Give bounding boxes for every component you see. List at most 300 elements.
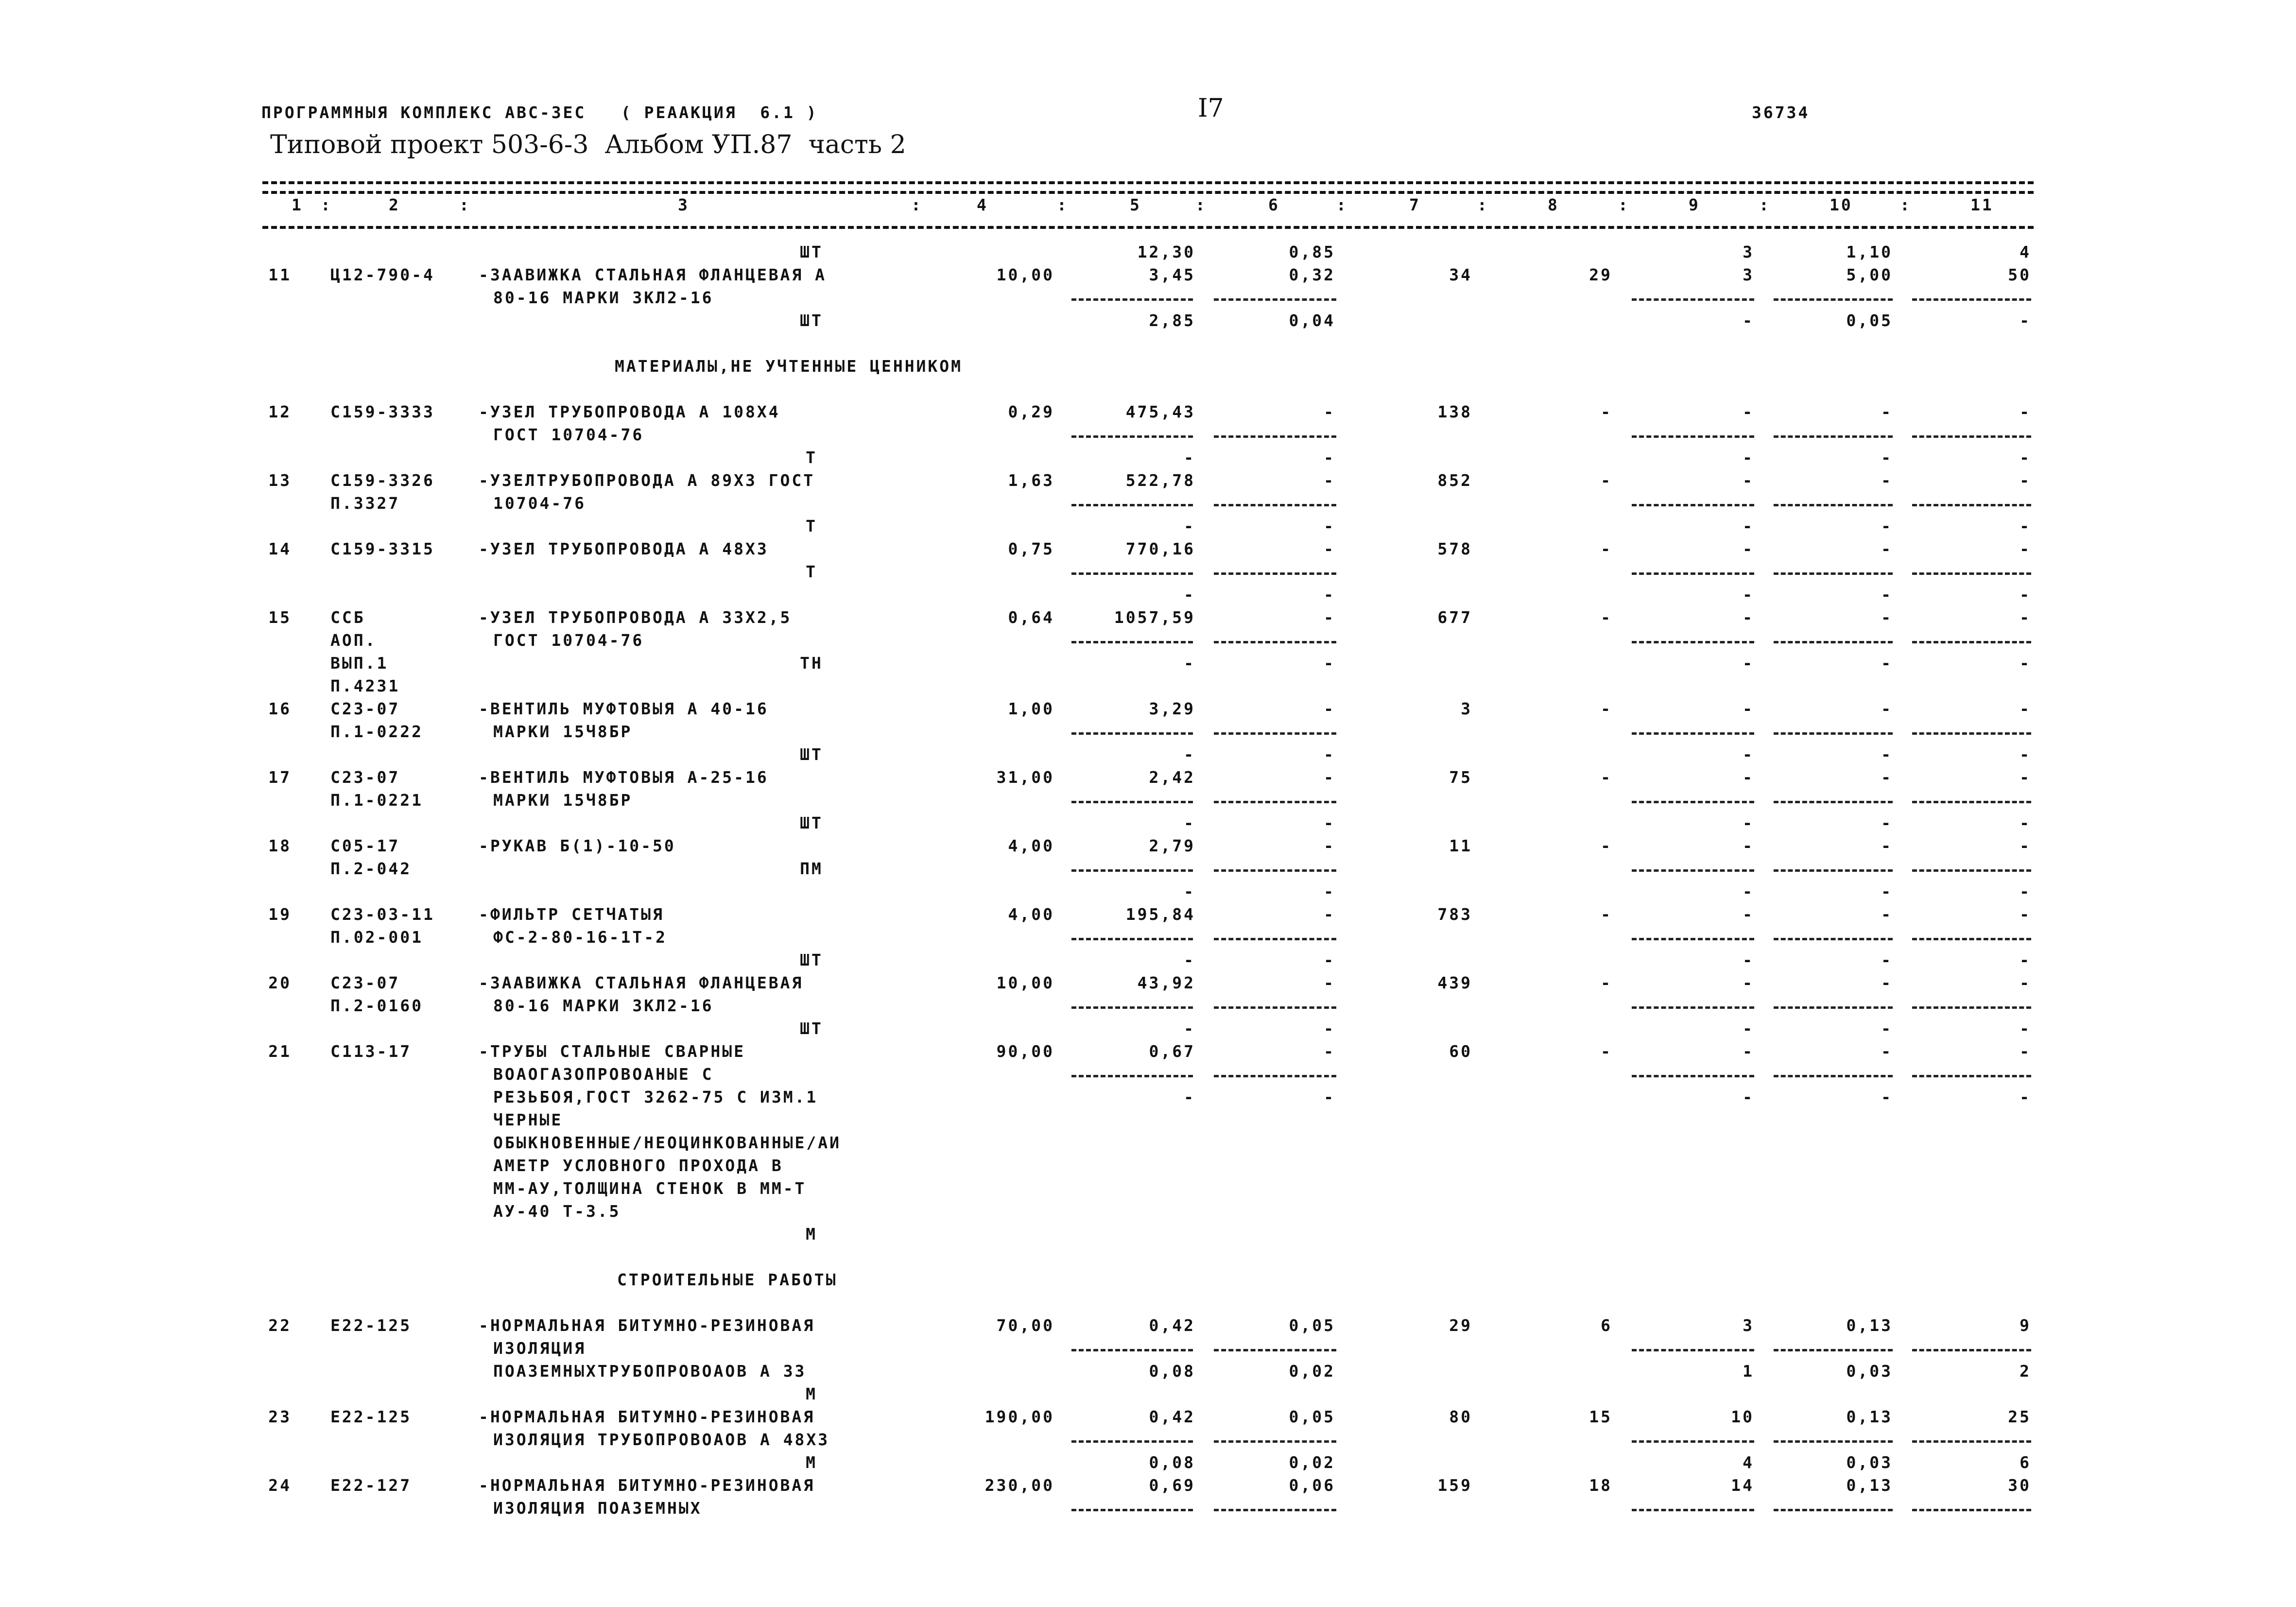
cell-c9: - [1743,882,1754,901]
cell-c5: - [1184,813,1195,832]
cell-c9: - [1743,745,1754,764]
cell-c7: 80 [1449,1407,1472,1426]
cell-c10: - [1881,1088,1893,1106]
column-header-7: 7 [1409,195,1421,214]
dashed-underline [1774,869,1893,872]
cell-desc: -ТРУБЫ СТАЛЬНЫЕ СВАРНЫЕ [479,1042,745,1061]
cell-desc2: РЕЗЬБОЯ,ГОСТ 3262-75 С ИЗМ.1 [493,1088,818,1106]
cell-c5: 0,42 [1149,1316,1195,1335]
dashed-underline [1214,504,1336,506]
cell-c5: 43,92 [1137,973,1195,992]
cell-code: Е22-125 [330,1316,412,1335]
column-separator: : [1195,195,1207,214]
column-header-3: 3 [678,195,690,214]
cell-c11: 50 [2008,265,2031,284]
cell-c7: 3 [1461,699,1472,718]
cell-c10: 0,03 [1846,1453,1893,1472]
cell-c9: - [1743,311,1754,330]
cell-c5: 770,16 [1125,539,1195,558]
cell-c4: 90,00 [996,1042,1054,1061]
cell-c11: - [2020,517,2031,536]
cell-c6: 0,05 [1289,1407,1335,1426]
cell-c7: 138 [1437,402,1472,421]
cell-c11: 9 [2020,1316,2031,1335]
dashed-underline [1912,1075,2031,1077]
header-bottom-rule [262,226,2034,229]
cell-desc2: ГОСТ 10704-76 [493,631,644,650]
cell-desc: -НОРМАЛЬНАЯ БИТУМНО-РЕЗИНОВАЯ [479,1476,815,1495]
dashed-underline [1912,1440,2031,1443]
cell-num: 12 [268,402,292,421]
dashed-underline [1774,1349,1893,1351]
column-header-8: 8 [1548,195,1559,214]
cell-c5: 522,78 [1125,471,1195,490]
cell-c6: 0,06 [1289,1476,1335,1495]
column-header-4: 4 [977,195,988,214]
dashed-underline [1912,641,2031,643]
project-title: Типовой проект 503-6-3 Альбом УП.87 часть 2 [270,130,906,159]
dashed-underline [1214,1509,1336,1511]
dashed-underline [1912,732,2031,735]
cell-c11: - [2020,585,2031,604]
cell-c4: 70,00 [996,1316,1054,1335]
cell-desc: -ЗААВИЖКА СТАЛЬНАЯ ФЛАНЦЕВАЯ А [479,265,827,284]
cell-c8: 6 [1601,1316,1612,1335]
cell-num: 13 [268,471,292,490]
cell-c10: - [1881,585,1893,604]
dashed-underline [1912,869,2031,872]
dashed-underline [1774,572,1893,575]
dashed-underline [1071,572,1193,575]
cell-code: С05-17 [330,836,400,855]
cell-c11: 25 [2008,1407,2031,1426]
cell-c4: 0,64 [1008,608,1054,627]
cell-c8: - [1601,699,1612,718]
dashed-underline [1214,572,1336,575]
page-number: I7 [1198,94,1224,123]
cell-c5: 1057,59 [1114,608,1195,627]
cell-c8: - [1601,539,1612,558]
cell-c8: - [1601,608,1612,627]
dashed-underline [1912,938,2031,940]
cell-unit: М [806,1225,817,1244]
dashed-underline [1912,504,2031,506]
cell-c11: 4 [2020,242,2031,261]
program-header: ПРОГРАММНЫЯ КОМПЛЕКС АВС-ЗЕС ( РЕААКЦИЯ 6.1 ) [261,103,818,122]
cell-c6: - [1324,471,1335,490]
cell-unit: М [806,1384,817,1403]
cell-c7: 29 [1449,1316,1472,1335]
cell-c8: - [1601,768,1612,787]
dashed-underline [1632,732,1754,735]
cell-unit: ПМ [800,859,823,878]
dashed-underline [1071,1075,1193,1077]
cell-c9: 3 [1743,265,1754,284]
dashed-underline [1632,1075,1754,1077]
cell-code: П.1-0221 [330,791,423,810]
cell-c6: 0,02 [1289,1453,1335,1472]
dashed-underline [1214,1006,1336,1009]
cell-c9: - [1743,517,1754,536]
cell-c5: 195,84 [1125,905,1195,924]
cell-desc2: АМЕТР УСЛОВНОГО ПРОХОДА В [493,1156,783,1175]
cell-c6: 0,05 [1289,1316,1335,1335]
cell-c6: - [1324,882,1335,901]
cell-c5: 2,79 [1149,836,1195,855]
table-top-rule-2 [262,191,2034,194]
cell-c11: - [2020,1088,2031,1106]
cell-c10: - [1881,608,1893,627]
cell-c8: 18 [1589,1476,1612,1495]
dashed-underline [1912,1006,2031,1009]
dashed-underline [1071,504,1193,506]
cell-c8: - [1601,836,1612,855]
cell-c11: - [2020,745,2031,764]
cell-code: П.2-0160 [330,996,423,1015]
cell-desc: -ФИЛЬТР СЕТЧАТЫЯ [479,905,664,924]
cell-num: 15 [268,608,292,627]
column-separator: : [1336,195,1348,214]
cell-c5: 3,29 [1149,699,1195,718]
column-separator: : [1759,195,1771,214]
dashed-underline [1214,1349,1336,1351]
column-separator: : [321,195,332,214]
cell-c4: 0,29 [1008,402,1054,421]
cell-unit: ШТ [800,950,823,969]
cell-section: СТРОИТЕЛЬНЫЕ РАБОТЫ [617,1270,838,1289]
cell-desc2: ВОАОГАЗОПРОВОАНЫЕ С [493,1065,714,1084]
cell-desc: -ВЕНТИЛЬ МУФТОВЫЯ А 40-16 [479,699,769,718]
column-separator: : [1618,195,1630,214]
cell-desc2: 80-16 МАРКИ ЗКЛ2-16 [493,288,714,307]
dashed-underline [1071,1349,1193,1351]
cell-code: П.1-0222 [330,722,423,741]
dashed-underline [1071,732,1193,735]
dashed-underline [1071,801,1193,803]
dashed-underline [1632,435,1754,438]
cell-desc2: ГОСТ 10704-76 [493,425,644,444]
cell-c10: 0,03 [1846,1362,1893,1381]
cell-c6: - [1324,517,1335,536]
cell-c5: 2,42 [1149,768,1195,787]
cell-c9: - [1743,973,1754,992]
cell-c5: 0,42 [1149,1407,1195,1426]
cell-c4: 1,00 [1008,699,1054,718]
cell-code: Е22-127 [330,1476,412,1495]
cell-c6: - [1324,1042,1335,1061]
cell-c5: - [1184,448,1195,467]
cell-c9: - [1743,539,1754,558]
cell-desc2: 80-16 МАРКИ ЗКЛ2-16 [493,996,714,1015]
cell-desc2: МАРКИ 15Ч8БР [493,722,633,741]
cell-c9: 4 [1743,1453,1754,1472]
cell-c4: 190,00 [984,1407,1054,1426]
dashed-underline [1912,1509,2031,1511]
dashed-underline [1632,1006,1754,1009]
cell-c9: - [1743,471,1754,490]
cell-c11: - [2020,471,2031,490]
cell-desc: -ЗААВИЖКА СТАЛЬНАЯ ФЛАНЦЕВАЯ [479,973,804,992]
dashed-underline [1912,1349,2031,1351]
cell-c10: - [1881,1019,1893,1038]
dashed-underline [1774,435,1893,438]
cell-c9: 14 [1731,1476,1754,1495]
cell-num: 14 [268,539,292,558]
cell-section: МАТЕРИАЛЫ,НЕ УЧТЕННЫЕ ЦЕННИКОМ [615,357,963,376]
cell-c10: - [1881,448,1893,467]
cell-desc: -НОРМАЛЬНАЯ БИТУМНО-РЕЗИНОВАЯ [479,1316,815,1335]
dashed-underline [1071,435,1193,438]
cell-desc: -УЗЕЛ ТРУБОПРОВОДА А 108Х4 [479,402,780,421]
cell-c8: 15 [1589,1407,1612,1426]
cell-c9: - [1743,950,1754,969]
cell-c9: - [1743,608,1754,627]
column-header-9: 9 [1689,195,1700,214]
cell-c11: - [2020,448,2031,467]
cell-desc2: ИЗОЛЯЦИЯ ТРУБОПРОВОАОВ А 48Х3 [493,1430,830,1449]
cell-c11: - [2020,311,2031,330]
cell-c11: - [2020,608,2031,627]
cell-c9: 3 [1743,242,1754,261]
dashed-underline [1632,938,1754,940]
cell-c5: - [1184,585,1195,604]
cell-c11: - [2020,1042,2031,1061]
dashed-underline [1214,1440,1336,1443]
cell-c6: 0,32 [1289,265,1335,284]
cell-c10: - [1881,1042,1893,1061]
cell-c9: - [1743,699,1754,718]
cell-c10: - [1881,699,1893,718]
dashed-underline [1214,641,1336,643]
cell-c10: 0,13 [1846,1407,1893,1426]
table-top-rule [262,181,2034,184]
cell-desc2: ИЗОЛЯЦИЯ ПОАЗЕМНЫХ [493,1499,702,1518]
cell-c10: - [1881,471,1893,490]
dashed-underline [1071,1509,1193,1511]
dashed-underline [1071,938,1193,940]
cell-desc2: ММ-АУ,ТОЛЩИНА СТЕНОК В ММ-Т [493,1179,807,1198]
cell-code: С159-3326 [330,471,435,490]
cell-c7: 852 [1437,471,1472,490]
dashed-underline [1214,938,1336,940]
cell-c5: 3,45 [1149,265,1195,284]
cell-c9: - [1743,448,1754,467]
cell-desc2: ОБЫКНОВЕННЫЕ/НЕОЦИНКОВАННЫЕ/АИ [493,1133,842,1152]
cell-c4: 0,75 [1008,539,1054,558]
cell-c7: 60 [1449,1042,1472,1061]
dashed-underline [1214,1075,1336,1077]
cell-c6: 0,04 [1289,311,1335,330]
cell-c9: - [1743,1088,1754,1106]
cell-num: 21 [268,1042,292,1061]
cell-c5: - [1184,745,1195,764]
dashed-underline [1632,801,1754,803]
dashed-underline [1912,435,2031,438]
cell-c6: - [1324,973,1335,992]
cell-c10: - [1881,539,1893,558]
cell-c9: 3 [1743,1316,1754,1335]
cell-code: П.2-042 [330,859,412,878]
cell-c9: - [1743,654,1754,673]
dashed-underline [1912,572,2031,575]
cell-desc: -УЗЕЛТРУБОПРОВОДА А 89Х3 ГОСТ [479,471,815,490]
cell-c9: - [1743,836,1754,855]
column-separator: : [1900,195,1912,214]
cell-c7: 783 [1437,905,1472,924]
cell-c6: - [1324,768,1335,787]
cell-c6: - [1324,950,1335,969]
cell-num: 16 [268,699,292,718]
cell-c6: - [1324,585,1335,604]
cell-c10: 0,05 [1846,311,1893,330]
dashed-underline [1214,869,1336,872]
cell-desc: -РУКАВ Б(1)-10-50 [479,836,676,855]
dashed-underline [1774,1075,1893,1077]
column-header-10: 10 [1830,195,1853,214]
dashed-underline [1774,801,1893,803]
cell-c5: 12,30 [1137,242,1195,261]
cell-unit: ШТ [800,1019,823,1038]
cell-desc: -ВЕНТИЛЬ МУФТОВЫЯ А-25-16 [479,768,769,787]
cell-c7: 578 [1437,539,1472,558]
cell-num: 18 [268,836,292,855]
cell-c6: - [1324,905,1335,924]
cell-c5: - [1184,517,1195,536]
cell-c7: 11 [1449,836,1472,855]
cell-code: П.02-001 [330,928,423,947]
cell-num: 23 [268,1407,292,1426]
cell-c10: - [1881,768,1893,787]
cell-c9: 1 [1743,1362,1754,1381]
cell-num: 17 [268,768,292,787]
cell-unit: Т [806,517,817,536]
cell-c10: - [1881,905,1893,924]
cell-desc: -УЗЕЛ ТРУБОПРОВОДА А 48Х3 [479,539,769,558]
cell-num: 22 [268,1316,292,1335]
cell-unit: ШТ [800,242,823,261]
column-header-2: 2 [389,195,400,214]
cell-c6: - [1324,448,1335,467]
cell-desc2: ФС-2-80-16-1Т-2 [493,928,668,947]
cell-c5: 0,08 [1149,1362,1195,1381]
dashed-underline [1774,1006,1893,1009]
cell-unit: Т [806,562,817,581]
cell-c11: - [2020,768,2031,787]
cell-c10: 0,13 [1846,1316,1893,1335]
cell-c5: - [1184,1088,1195,1106]
cell-c6: - [1324,654,1335,673]
dashed-underline [1774,1440,1893,1443]
cell-c10: - [1881,745,1893,764]
dashed-underline [1214,732,1336,735]
dashed-underline [1071,298,1193,301]
dashed-underline [1632,1440,1754,1443]
dashed-underline [1071,869,1193,872]
cell-code: П.3327 [330,494,400,513]
cell-c8: - [1601,402,1612,421]
cell-c8: 29 [1589,265,1612,284]
dashed-underline [1912,801,2031,803]
cell-c4: 10,00 [996,265,1054,284]
cell-c8: - [1601,905,1612,924]
cell-c11: - [2020,654,2031,673]
cell-desc: -НОРМАЛЬНАЯ БИТУМНО-РЕЗИНОВАЯ [479,1407,815,1426]
dashed-underline [1912,298,2031,301]
column-header-6: 6 [1268,195,1280,214]
cell-c5: - [1184,882,1195,901]
cell-c9: - [1743,768,1754,787]
cell-unit: ШТ [800,813,823,832]
cell-c11: - [2020,813,2031,832]
cell-c6: - [1324,745,1335,764]
cell-desc2: ИЗОЛЯЦИЯ [493,1339,586,1358]
dashed-underline [1214,435,1336,438]
cell-code: С159-3315 [330,539,435,558]
dashed-underline [1632,641,1754,643]
cell-c7: 439 [1437,973,1472,992]
dashed-underline [1632,1509,1754,1511]
cell-c5: 0,08 [1149,1453,1195,1472]
cell-code: ССБ [330,608,365,627]
cell-c11: 2 [2020,1362,2031,1381]
cell-code: ВЫП.1 [330,654,389,673]
cell-num: 24 [268,1476,292,1495]
cell-c10: - [1881,882,1893,901]
dashed-underline [1774,504,1893,506]
cell-c7: 159 [1437,1476,1472,1495]
cell-c10: 0,13 [1846,1476,1893,1495]
cell-unit: ШТ [800,311,823,330]
cell-desc2: АУ-40 Т-3.5 [493,1202,621,1221]
dashed-underline [1774,641,1893,643]
cell-code: С23-07 [330,973,400,992]
cell-c4: 4,00 [1008,836,1054,855]
cell-c8: - [1601,973,1612,992]
cell-c5: - [1184,1019,1195,1038]
cell-c4: 4,00 [1008,905,1054,924]
cell-c6: - [1324,402,1335,421]
cell-c9: - [1743,1019,1754,1038]
cell-desc2: 10704-76 [493,494,586,513]
cell-c5: 0,69 [1149,1476,1195,1495]
cell-c5: 475,43 [1125,402,1195,421]
cell-num: 11 [268,265,292,284]
cell-code: С23-07 [330,768,400,787]
cell-c11: - [2020,402,2031,421]
cell-c9: 10 [1731,1407,1754,1426]
dashed-underline [1774,298,1893,301]
cell-c11: - [2020,905,2031,924]
cell-c6: 0,85 [1289,242,1335,261]
column-header-5: 5 [1130,195,1141,214]
cell-c8: - [1601,471,1612,490]
cell-c11: - [2020,699,2031,718]
cell-c11: - [2020,882,2031,901]
cell-c11: - [2020,950,2031,969]
dashed-underline [1632,572,1754,575]
cell-c6: - [1324,836,1335,855]
column-separator: : [459,195,471,214]
cell-c11: - [2020,1019,2031,1038]
cell-c10: - [1881,402,1893,421]
dashed-underline [1774,732,1893,735]
cell-c6: 0,02 [1289,1362,1335,1381]
cell-unit: М [806,1453,817,1472]
cell-c10: 5,00 [1846,265,1893,284]
cell-c9: - [1743,905,1754,924]
cell-c10: - [1881,654,1893,673]
cell-code: П.4231 [330,676,400,695]
